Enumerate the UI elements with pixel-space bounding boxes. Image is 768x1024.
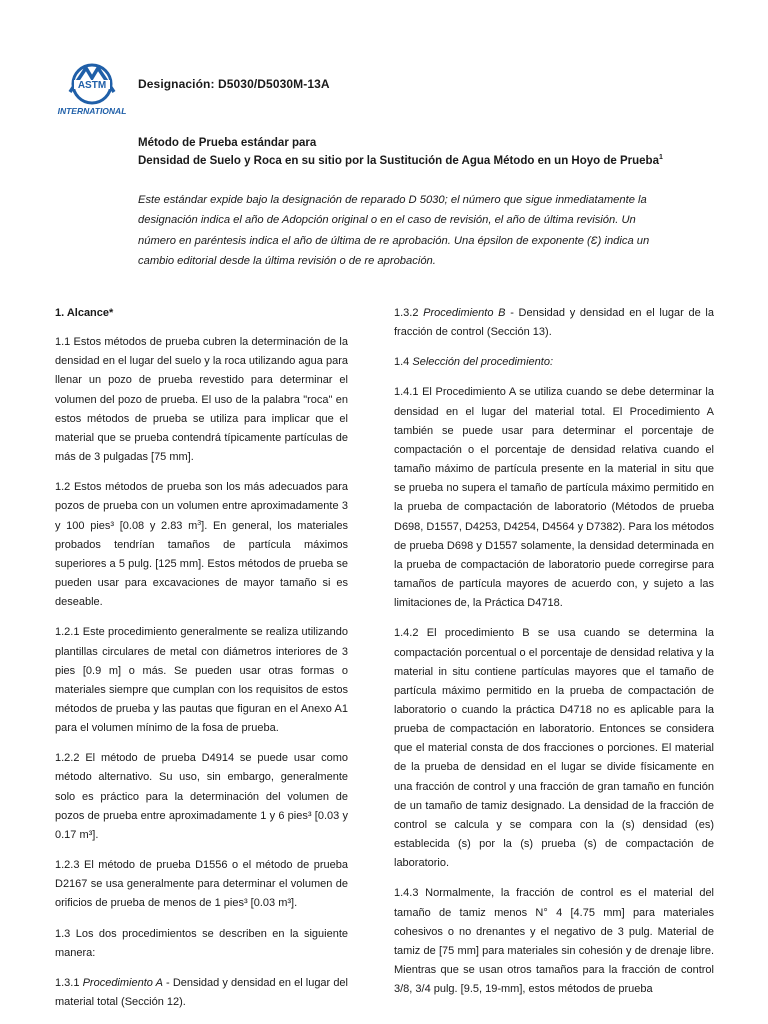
paragraph-1-3: 1.3 Los dos procedimientos se describen en la siguiente manera: [55, 927, 348, 959]
designation-label: Designación: D5030/D5030M-13A [138, 77, 330, 91]
paragraph-1-4-2: 1.4.2 El procedimiento B se usa cuando se determina la compactación porcentual o el porcentaje de densidad relativa y la material in situ contiene partículas mayores que el tamaño de partícula máximo permitido en la prueba de compactación de laboratorio o cuando la práctica D4718 no es aplicable para la prueba de compactación en laboratorio. Entonces se considera que el material consta de dos fracciones o porciones. El material de la prueba de densidad en el lugar se divide físicamente en una fracción de control y una fracción de gran tamaño en función de un tamaño de tamiz designado. La densidad de la fracción de control se calcula y se compara con la (s) densidad (es) establecida (s) por la (s) prueba (s) de compactación de laboratorio. [394, 627, 714, 870]
standard-notice: Este estándar expide bajo la designación de reparado D 5030; el número que sigue inmediatamente la designación indica el año de Adopción original o en el caso de revisión, el año de última revisión. Un número en paréntesis indica el año de última de re aprobación. Una épsilon de exponente (Ɛ) indica un cambio editorial desde la última revisión o de re aprobación. [138, 194, 650, 267]
paragraph-1-4 [394, 353, 714, 372]
document-type: Método de Prueba estándar para [138, 137, 317, 149]
paragraph-1-4-number: 1.4 [394, 356, 410, 369]
right-column [394, 304, 714, 1010]
left-column [55, 304, 348, 1023]
paragraph-1-1: 1.1 Estos métodos de prueba cubren la determinación de la densidad en el lugar del suelo y la roca utilizando agua para llenar un pozo de prueba revestido para determinar el volumen del pozo de prueba. El uso de la palabra "roca" en estos métodos de prueba se utiliza para implicar que el material que se prueba contendrá típicamente partículas de más de 3 pulgadas [75 mm]. [55, 336, 348, 464]
paragraph-1-2-3: 1.2.3 El método de prueba D1556 o el método de prueba D2167 se usa generalmente para determinar el volumen de orificios de prueba de menos de 1 pies³ [0.03 m³]. [55, 859, 348, 910]
procedure-selection-label: Selección del procedimiento: [412, 356, 553, 369]
logo-text-bottom: INTERNATIONAL [57, 106, 127, 116]
title-footnote-marker: 1 [658, 154, 663, 161]
paragraph-1-2-1: 1.2.1 Este procedimiento generalmente se realiza utilizando plantillas circulares de metal con diámetros interiores de 3 pies [0.9 m] o más. Se pueden usar otras formas o materiales siempre que cumplan con los requisitos de estos métodos de prueba y las pautas que figuran en el Anexo A1 para el volumen mínimo de la fosa de prueba. [55, 626, 348, 735]
paragraph-1-3-1-text: - Densidad y densidad en el lugar del material total (Sección 12). [55, 976, 348, 1008]
paragraph-1-2-part-a: 1.2 Estos métodos de prueba son los más adecuados para pozos de prueba con un volumen entre aproximadamente 3 y 100 pies³ [0.08 y 2.83 m [55, 481, 348, 532]
logo-text-top: ASTM [77, 80, 107, 91]
paragraph-1-3-2-text: - Densidad y densidad en el lugar de la fracción de control (Sección 13). [394, 307, 714, 339]
paragraph-1-3-1-number: 1.3.1 [55, 976, 80, 989]
procedure-b-label: Procedimiento B [423, 307, 506, 319]
paragraph-1-4-3: 1.4.3 Normalmente, la fracción de control es el material del tamaño de tamiz menos N° 4 [4.75 mm] para materiales cohesivos o no drenantes y el negativo de 3 pulg. Material de tamiz de [75 mm] para materiales sin cohesión y de drenaje libre. Mientras que se usan otros tamaños para la fracción de control 3/8, 3/4 pulg. [9.5, 19-mm], estos métodos de prueba [394, 887, 714, 996]
paragraph-1-2 [55, 478, 348, 612]
procedure-a-label: Procedimiento A [82, 976, 163, 989]
superscript-3: 3 [197, 519, 202, 527]
paragraph-1-2-part-b: ]. En general, los materiales probados tendrían tamaños de partícula máximos superiores a 5 pulg. [125 mm]. Estos métodos de prueba se pueden usar para excavaciones de mayor tamaño si es deseable. [55, 519, 348, 609]
paragraph-1-4-1: 1.4.1 El Procedimiento A se utiliza cuando se debe determinar la densidad en el lugar del material total. El Procedimiento A también se puede usar para determinar el porcentaje de compactación o el porcentaje de densidad relativa cuando el tamaño máximo de partícula presente en la material in situ que se prueba no supera el tamaño de partícula máximo permitido en la prueba de compactación de laboratorio (Métodos de prueba D698, D1557, D4253, D4254, D4564 y D7382). Para los métodos de prueba D698 y D1557 solamente, la densidad determinada en la prueba de compactación de laboratorio puede corregirse para tamaños de partícula mayores de acuerdo con, y sujeto a las limitaciones de, la Práctica D4718. [394, 386, 714, 610]
document-title-text: Densidad de Suelo y Roca en su sitio por la Sustitución de Agua Método en un Hoyo de Prueba [138, 155, 659, 167]
paragraph-1-3-1 [55, 974, 348, 1012]
paragraph-1-3-2-number: 1.3.2 [394, 307, 419, 319]
astm-logo-icon [56, 60, 128, 118]
paragraph-1-3-2 [394, 304, 714, 342]
paragraph-1-2-2: 1.2.2 El método de prueba D4914 se puede usar como método alternativo. Su uso, sin embargo, generalmente solo es práctico para la determinación del volumen de pozos de prueba entre aproximadamente 1 y 6 pies³ [0.03 y 0.17 m³]. [55, 752, 348, 841]
document-title [138, 154, 698, 167]
section-heading-scope: 1. Alcance* [55, 307, 114, 319]
